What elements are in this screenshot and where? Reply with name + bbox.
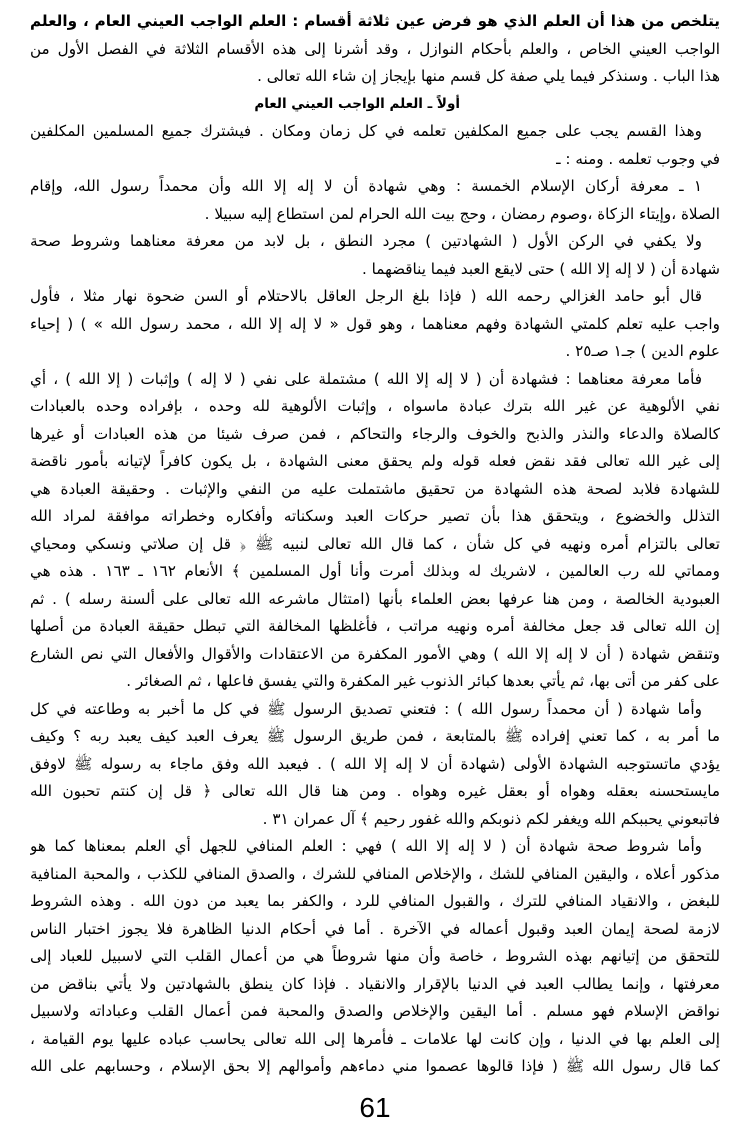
text-line: كالصلاة والدعاء والنذر والذبح والخوف والرجاء والتحاكم ، فمن صرف شيئا من هذه العبادات أو غيرها: [30, 424, 720, 443]
text-line: فاتبعوني يحببكم الله ويغفر لكم ذنوبكم والله غفور رحيم ﴾ آل عمران ٣١ .: [262, 809, 720, 828]
text-line: مايستحسنه بعقله وهواه أو بعقل غيره وهواه . ومن هنا قال الله تعالى ﴿ قل إن كنتم تحبون الله: [30, 782, 720, 800]
text-line: واجب عليه تعلم كلمتي الشهادة وفهم معناهما ، وهو قول « لا إله إلا الله ، محمد رسول الله » ) ( إحياء: [30, 314, 720, 333]
text-line: الصلاة ،وإيتاء الزكاة ،وصوم رمضان ، وحج بيت الله الحرام لمن استطاع إليه سبيلا .: [204, 204, 720, 223]
text-line: للبغض ، والانقياد المنافي للترك ، والقبول المنافي للرد ، والكفر بما يعبد من دون الله . وهذه الشروط: [30, 892, 720, 910]
text-line: الواجب العيني الخاص ، والعلم بأحكام النوازل ، وقد أشرنا إلى هذه الأقسام الثلاثة في الفصل الأول من: [30, 39, 720, 58]
text-line: وأما شهادة ( أن محمداً رسول الله ) : فتعني تصديق الرسول ﷺ في كل ما أخبر به وطاعته في كل: [30, 699, 702, 718]
text-line: في وجوب تعلمه . ومنه : ـ: [556, 149, 720, 168]
text-line: التذلل والخضوع ، ويتحقق هذا بأن تصير حركات العبد وسكناته وأفكاره وخطراته موافقة لمراد الله: [30, 507, 720, 525]
text-line: ما أمر به ، كما تعني إفراده ﷺ بالمتابعة ، فمن طريق الرسول ﷺ يعرف العبد كيف يعبد ربه ؟ وكيف: [30, 727, 720, 745]
text-line: معرفتها ، وإنما يطالب العبد في الدنيا بالإقرار والانقياد . فإذا كان ينطق بالشهادتين ولا يأتي بناقض من: [30, 974, 720, 993]
text-line: شهادة أن ( لا إله إلا الله ) حتى لايقع العبد فيما يناقضهما .: [362, 259, 720, 278]
text-line: نواقض الإسلام فهو مسلم . أما اليقين والإخلاص والصدق والمحبة فمن أعمال القلب وعباداته ولاسبيل: [30, 1002, 720, 1020]
text-line: وأما شروط صحة شهادة أن ( لا إله إلا الله ) فهي : العلم المنافي للجهل أي العلم بمعناها كما هو: [30, 837, 702, 855]
text-line: للتحقق من إتيانهم بهذه الشروط ، خاصة وأن منها شروطاً هي من أعمال القلب التي لاسبيل للعباد إلى: [30, 947, 720, 965]
text-line: قال أبو حامد الغزالي رحمه الله ( فإذا بلغ الرجل العاقل بالاحتلام أو السن ضحوة نهار مثلا ، فأول: [30, 287, 702, 305]
document-page: [30, 8, 720, 1075]
text-line: يتلخص من هذا أن العلم الذي هو فرض عين ثلاثة أقسام : العلم الواجب العيني العام ، والعلم: [30, 12, 720, 30]
text-line: ومماتي لله رب العالمين ، لاشريك له وبذلك أمرت وأنا أول المسلمين ﴾ الأنعام ١٦٢ ـ ١٦٣ . هذه هي: [30, 562, 720, 580]
text-line: وهذا القسم يجب على جميع المكلفين تعلمه في كل زمان ومكان . فيشترك جميع المسلمين المكلفين: [30, 122, 702, 140]
section-heading: أولاً ـ العلم الواجب العيني العام: [254, 95, 460, 112]
text-line: تعالى بالتزام أمره ونهيه في كل شأن ، كما قال الله تعالى لنبيه ﷺ ﴿ قل إن صلاتي ونسكي ومحياي: [30, 534, 720, 553]
text-line: ولا يكفي في الركن الأول ( الشهادتين ) مجرد النطق ، بل لابد من معرفة معناهما وشروط صحة: [30, 232, 702, 250]
text-line: هذا الباب . وسنذكر فيما يلي صفة كل قسم منها بإيجاز إن شاء الله تعالى .: [257, 67, 720, 85]
page-number: 61: [359, 1092, 391, 1123]
text-line: إلى العلم بها في الدنيا ، وإن كانت لها علامات ـ فأمرها إلى الله تعالى يحاسب عباده عليها يوم القيامة ،: [30, 1029, 720, 1048]
text-line: وتنقض شهادة ( أن لا إله إلا الله ) وهي الأمور المكفرة من الاعتقادات والأقوال والأفعال التي نص الشارع: [30, 644, 720, 663]
text-line: ١ ـ معرفة أركان الإسلام الخمسة : وهي شهادة أن لا إله إلا الله وأن محمداً رسول الله، وإقام: [30, 177, 702, 195]
text-line: العبودية الخالصة ، ومن هنا عرفها بعض العلماء بأنها (امتثال ماشرعه الله تعالى على ألسنة رسله ) . ثم: [30, 589, 720, 608]
text-line: نفي الألوهية عن غير الله بترك عبادة ماسواه ، وإثبات الألوهية لله وحده ، بإفراده وحده بالعبادات: [30, 397, 720, 415]
text-line: يؤدي ماتستوجبه الشهادة الأولى (شهادة أن لا إله إلا الله ) . فيعبد الله وفق ماجاء به رسوله ﷺ لاوفق: [30, 754, 720, 773]
text-line: للشهادة فلابد لصحة هذه الشهادة من تحقيق ماشتملت عليه من النفي والإثبات . وحقيقة العبادة هي: [30, 479, 720, 498]
text-line: فأما معرفة معناهما : فشهادة أن ( لا إله إلا الله ) مشتملة على نفي ( لا إله ) وإثبات ( إلا الله ) ، أي: [30, 369, 702, 388]
text-line: كما قال رسول الله ﷺ ( فإذا قالوها عصموا مني دماءهم وأموالهم إلا بحق الإسلام ، وحسابهم على الله: [30, 1057, 720, 1075]
text-line: إلى غير الله تعالى فقد نقض فعله قوله ولم يحقق معنى الشهادة ، بل يكون كافراً لإتيانه بأمور ناقضة: [30, 452, 720, 470]
text-line: إن الله تعالى قد جعل مخالفة أمره ونهيه مراتب ، فأغلظها المخالفة التي تبطل حقيقة العبادة من أصلها: [30, 617, 720, 635]
text-line: مذكور أعلاه ، واليقين المنافي للشك ، والإخلاص المنافي للشرك ، والصدق المنافي للكذب ، والمحبة المنافية: [30, 864, 720, 883]
text-line: علوم الدين ) جـ١ صـ٢٥ .: [565, 342, 720, 360]
text-line: لازمة لصحة إيمان العبد وقبول أعماله في الآخرة . أما في أحكام الدنيا الظاهرة فلا يجوز اختبار الناس: [30, 919, 720, 938]
text-line: على كفر من أتى بها، ثم يأتي بعدها كبائر الذنوب غير المكفرة والتي يفسق فاعلها ، ثم الصغائر .: [126, 672, 720, 690]
